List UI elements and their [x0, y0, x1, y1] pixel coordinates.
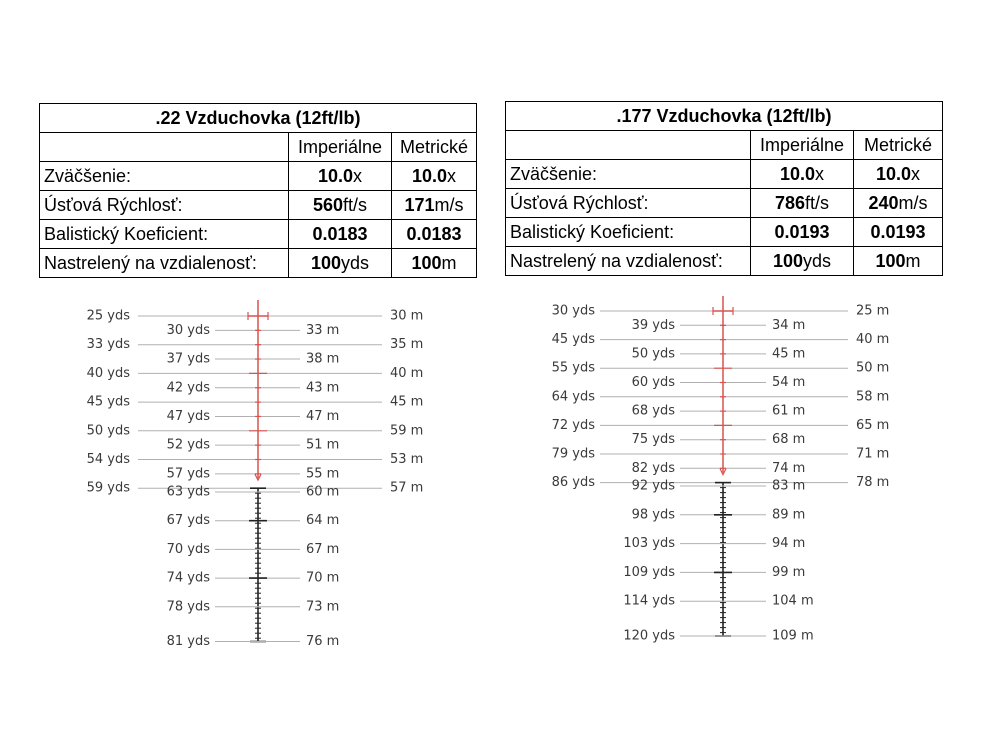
range-label-yds: 25 yds [86, 308, 130, 324]
range-label-m: 30 m [390, 308, 424, 324]
range-label-m: 51 m [306, 437, 340, 453]
range-label-m: 68 m [772, 432, 806, 448]
imperial-value: 10.0x [289, 162, 392, 191]
range-label-yds: 37 yds [166, 351, 210, 367]
range-label-yds: 50 yds [631, 346, 675, 362]
range-label-yds: 33 yds [86, 337, 130, 353]
range-label-m: 50 m [856, 360, 890, 376]
range-label-yds: 70 yds [166, 541, 210, 557]
table-title: .22 Vzduchovka (12ft/lb) [40, 104, 477, 133]
range-label-yds: 81 yds [166, 634, 210, 649]
range-label-m: 40 m [390, 365, 424, 381]
col-header-metric: Metrické [854, 131, 943, 160]
range-label-yds: 98 yds [631, 507, 675, 523]
range-label-yds: 92 yds [631, 478, 675, 494]
range-label-m: 89 m [772, 507, 806, 523]
range-label-m: 55 m [306, 466, 340, 482]
metric-value: 0.0193 [854, 218, 943, 247]
row-label: Nastrelený na vzdialenosť: [506, 247, 751, 276]
range-label-yds: 54 yds [86, 452, 130, 467]
range-label-m: 54 m [772, 375, 806, 390]
imperial-value: 100yds [289, 249, 392, 278]
range-label-yds: 60 yds [631, 375, 675, 390]
range-label-yds: 55 yds [551, 360, 595, 376]
table-title: .177 Vzduchovka (12ft/lb) [506, 102, 943, 131]
range-label-yds: 86 yds [551, 475, 595, 491]
range-label-m: 109 m [772, 628, 814, 644]
range-label-m: 35 m [390, 337, 424, 353]
row-label: Úsťová Rýchlosť: [506, 189, 751, 218]
range-label-m: 99 m [772, 564, 806, 580]
range-label-m: 59 m [390, 423, 424, 439]
row-label: Úsťová Rýchlosť: [40, 191, 289, 220]
range-label-m: 45 m [390, 394, 424, 410]
range-label-m: 53 m [390, 452, 424, 467]
range-label-m: 65 m [856, 417, 890, 433]
range-label-m: 61 m [772, 403, 806, 419]
range-label-yds: 40 yds [86, 365, 130, 381]
row-label: Zväčšenie: [506, 160, 751, 189]
range-label-yds: 30 yds [166, 322, 210, 338]
metric-value: 10.0x [392, 162, 477, 191]
range-label-m: 58 m [856, 389, 890, 405]
range-label-yds: 114 yds [623, 593, 675, 609]
range-label-m: 104 m [772, 593, 814, 609]
range-label-m: 47 m [306, 408, 340, 424]
range-label-yds: 72 yds [551, 417, 595, 433]
range-label-m: 43 m [306, 380, 340, 396]
range-label-yds: 50 yds [86, 423, 130, 439]
range-label-yds: 42 yds [166, 380, 210, 396]
range-label-yds: 39 yds [631, 317, 675, 333]
imperial-value: 10.0x [751, 160, 854, 189]
metric-value: 0.0183 [392, 220, 477, 249]
col-header-metric: Metrické [392, 133, 477, 162]
range-label-yds: 75 yds [631, 432, 675, 448]
range-label-yds: 52 yds [166, 437, 210, 453]
metric-value: 100m [854, 247, 943, 276]
range-label-yds: 57 yds [166, 466, 210, 482]
range-label-m: 67 m [306, 541, 340, 557]
range-label-m: 71 m [856, 446, 890, 462]
metric-value: 10.0x [854, 160, 943, 189]
range-label-m: 38 m [306, 351, 340, 367]
range-label-m: 74 m [772, 460, 806, 476]
range-label-m: 34 m [772, 317, 806, 333]
range-label-yds: 47 yds [166, 408, 210, 424]
range-label-m: 60 m [306, 484, 340, 500]
row-label: Zväčšenie: [40, 162, 289, 191]
range-label-m: 33 m [306, 322, 340, 338]
range-label-yds: 109 yds [623, 564, 675, 580]
imperial-value: 560ft/s [289, 191, 392, 220]
range-label-m: 70 m [306, 570, 340, 586]
metric-value: 171m/s [392, 191, 477, 220]
metric-value: 100m [392, 249, 477, 278]
imperial-value: 0.0183 [289, 220, 392, 249]
range-label-m: 40 m [856, 332, 890, 348]
range-label-m: 83 m [772, 478, 806, 494]
range-label-yds: 68 yds [631, 403, 675, 419]
row-label: Balistický Koeficient: [506, 218, 751, 247]
metric-value: 240m/s [854, 189, 943, 218]
range-label-yds: 67 yds [166, 513, 210, 529]
range-label-yds: 64 yds [551, 389, 595, 405]
range-label-yds: 78 yds [166, 599, 210, 615]
row-label: Balistický Koeficient: [40, 220, 289, 249]
reticle-22 [87, 300, 424, 649]
range-label-m: 73 m [306, 599, 340, 615]
range-label-yds: 103 yds [623, 536, 675, 552]
range-label-m: 64 m [306, 513, 340, 529]
range-label-yds: 45 yds [86, 394, 130, 410]
range-label-m: 25 m [856, 303, 890, 319]
col-header-imperial: Imperiálne [289, 133, 392, 162]
reticle-177 [552, 296, 890, 644]
imperial-value: 100yds [751, 247, 854, 276]
range-label-yds: 59 yds [86, 480, 130, 496]
range-label-yds: 30 yds [551, 303, 595, 319]
imperial-value: 786ft/s [751, 189, 854, 218]
range-label-m: 78 m [856, 475, 890, 491]
row-label: Nastrelený na vzdialenosť: [40, 249, 289, 278]
range-label-m: 57 m [390, 480, 424, 496]
range-label-m: 76 m [306, 634, 340, 649]
range-label-yds: 63 yds [166, 484, 210, 500]
range-label-yds: 74 yds [166, 570, 210, 586]
col-header-imperial: Imperiálne [751, 131, 854, 160]
imperial-value: 0.0193 [751, 218, 854, 247]
range-label-m: 45 m [772, 346, 806, 362]
range-label-m: 94 m [772, 536, 806, 552]
range-label-yds: 120 yds [623, 628, 675, 644]
range-label-yds: 79 yds [551, 446, 595, 462]
range-label-yds: 45 yds [551, 332, 595, 348]
range-label-yds: 82 yds [631, 460, 675, 476]
